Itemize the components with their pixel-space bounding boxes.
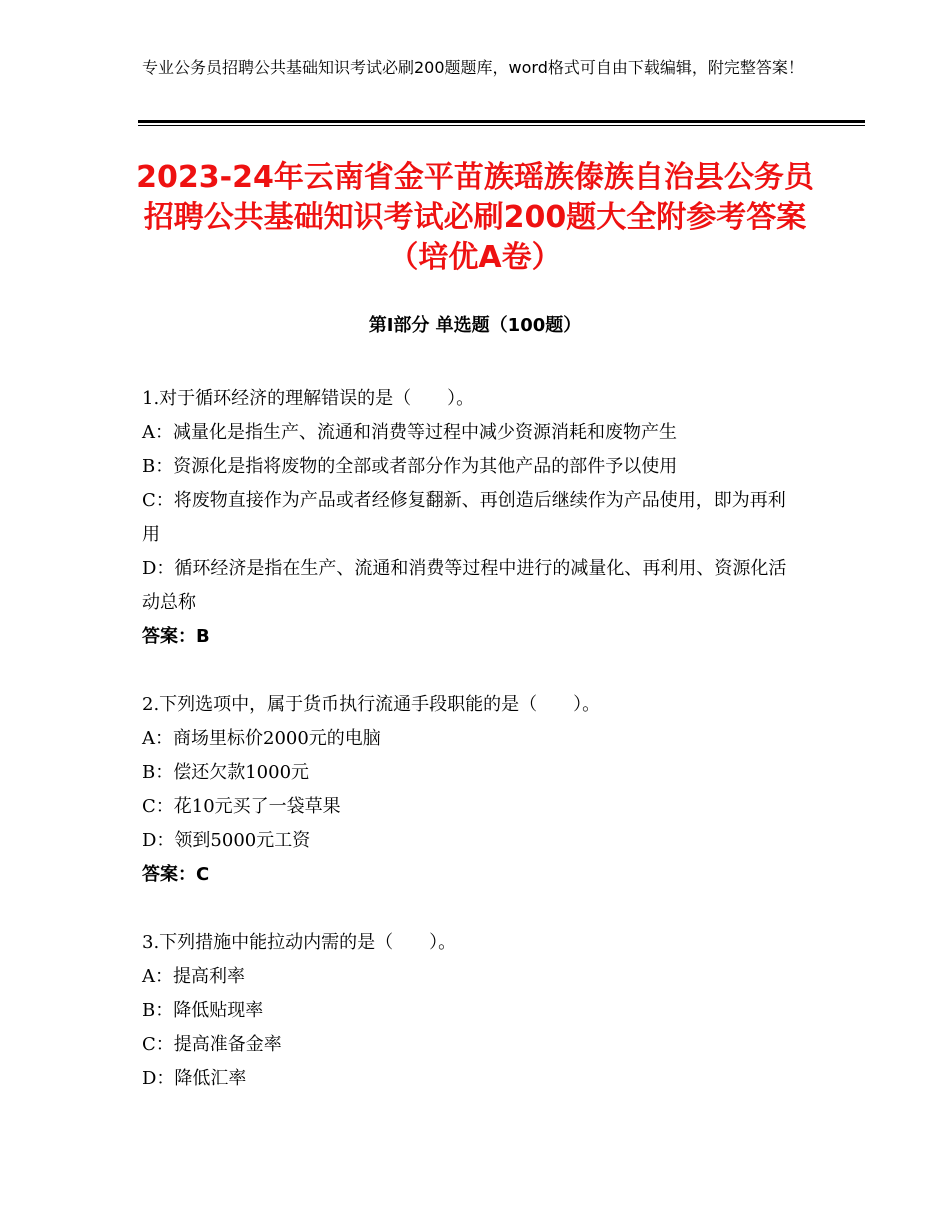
question-list xyxy=(142,382,802,1130)
option-d: D：循环经济是指在生产、流通和消费等过程中进行的减量化、再利用、资源化活动总称 xyxy=(142,558,787,613)
option-d: D：领到5000元工资 xyxy=(142,830,311,851)
question-2 xyxy=(142,688,802,892)
option-d: D：降低汇率 xyxy=(142,1068,247,1089)
option-a: A：提高利率 xyxy=(142,966,245,987)
option-c: C：将废物直接作为产品或者经修复翻新、再创造后继续作为产品使用，即为再利用 xyxy=(142,490,786,545)
option-b: B：偿还欠款1000元 xyxy=(142,762,310,783)
option-a: A：商场里标价2000元的电脑 xyxy=(142,728,381,749)
question-stem: 2.下列选项中，属于货币执行流通手段职能的是（ ）。 xyxy=(142,694,601,715)
header-note: 专业公务员招聘公共基础知识考试必刷200题题库，word格式可自由下载编辑，附完整答案！ xyxy=(142,58,804,77)
option-c: C：提高准备金率 xyxy=(142,1034,282,1055)
option-b: B：降低贴现率 xyxy=(142,1000,264,1021)
question-stem: 3.下列措施中能拉动内需的是（ ）。 xyxy=(142,932,457,953)
option-a: A：减量化是指生产、流通和消费等过程中减少资源消耗和废物产生 xyxy=(142,422,677,443)
section-title: 第Ⅰ部分 单选题（100题） xyxy=(368,315,582,336)
question-3 xyxy=(142,926,802,1096)
option-c: C：花10元买了一袋草果 xyxy=(142,796,341,817)
header-rule-thick xyxy=(138,120,865,123)
answer: 答案：C xyxy=(142,864,210,885)
header-rule-thin xyxy=(138,125,865,126)
question-stem: 1.对于循环经济的理解错误的是（ ）。 xyxy=(142,388,475,409)
answer: 答案：B xyxy=(142,626,210,647)
option-b: B：资源化是指将废物的全部或者部分作为其他产品的部件予以使用 xyxy=(142,456,678,477)
question-1 xyxy=(142,382,802,654)
document-title: 2023-24年云南省金平苗族瑶族傣族自治县公务员招聘公共基础知识考试必刷200题大全附参考答案（培优A卷） xyxy=(136,160,814,275)
